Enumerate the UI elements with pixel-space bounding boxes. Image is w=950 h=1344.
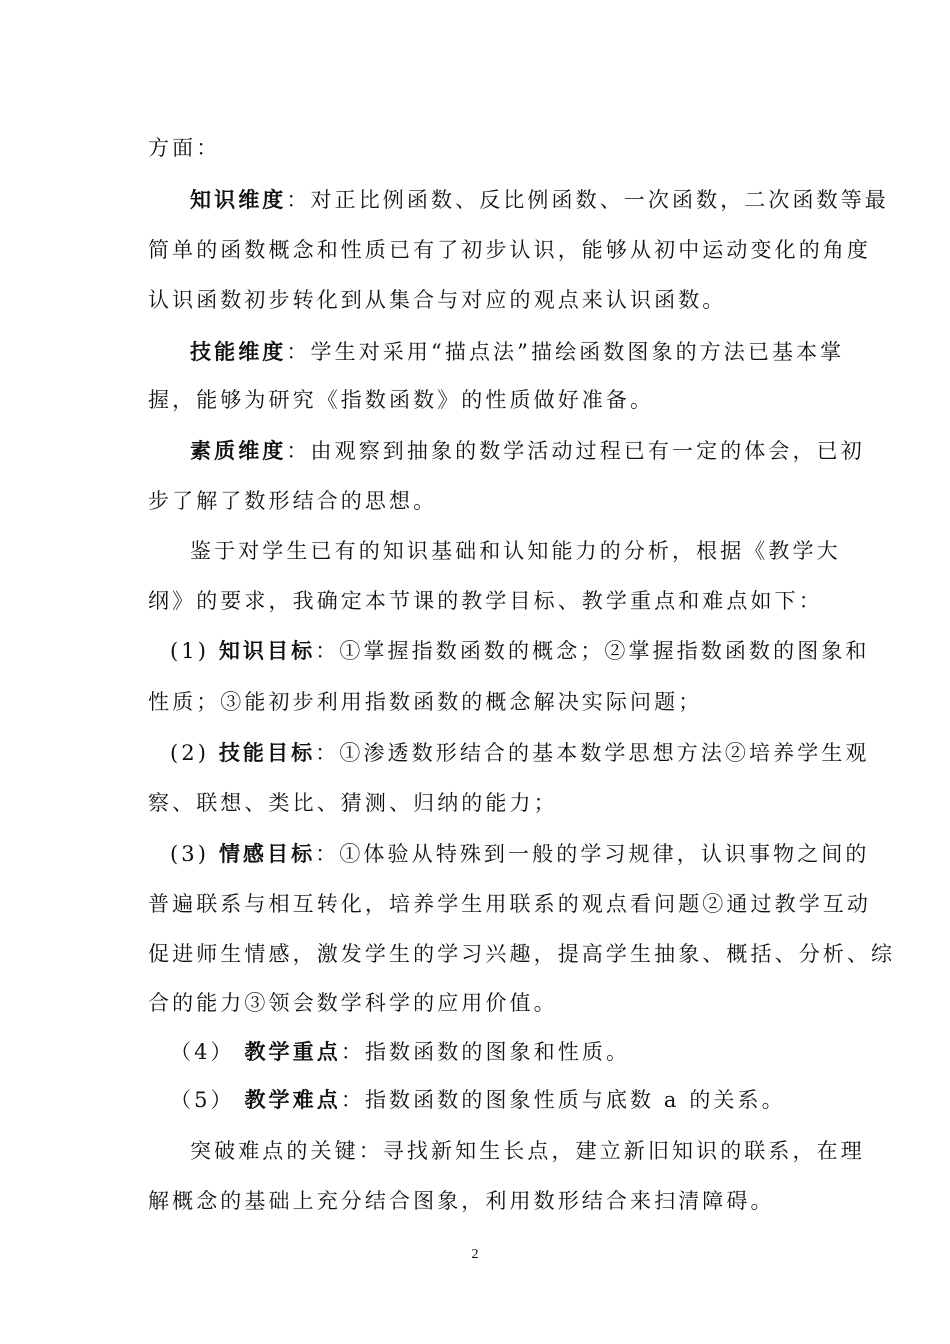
text-line: 纲》的要求，我确定本节课的教学目标、教学重点和难点如下： [148, 589, 823, 613]
text-line: 解概念的基础上充分结合图象，利用数形结合来扫清障碍。 [148, 1189, 775, 1213]
text-line: (3) 情感目标：①体验从特殊到一般的学习规律，认识事物之间的 [170, 841, 870, 866]
text-line: 鉴于对学生已有的知识基础和认知能力的分析，根据《教学大 [190, 539, 841, 563]
heading-label: 知识目标 [218, 638, 316, 663]
text-line: （4） 教学重点：指数函数的图象和性质。 [170, 1039, 631, 1064]
text-line: 方面： [148, 136, 221, 160]
text-line: 握，能够为研究《指数函数》的性质做好准备。 [148, 388, 655, 412]
text-line: 知识维度：对正比例函数、反比例函数、一次函数，二次函数等最 [190, 187, 889, 212]
text-line: 认识函数初步转化到从集合与对应的观点来认识函数。 [148, 288, 727, 312]
text-line: (2) 技能目标：①渗透数形结合的基本数学思想方法②培养学生观 [170, 740, 870, 765]
text-line: 合的能力③领会数学科学的应用价值。 [148, 991, 558, 1015]
text-line: 性质；③能初步利用指数函数的概念解决实际问题； [148, 690, 703, 714]
page-number: 2 [471, 1247, 479, 1262]
text-line: 素质维度：由观察到抽象的数学活动过程已有一定的体会，已初 [190, 438, 865, 463]
text-line: 察、联想、类比、猜测、归纳的能力； [148, 791, 558, 815]
text-line: 技能维度：学生对采用“描点法”描绘函数图象的方法已基本掌 [190, 339, 845, 364]
heading-label: 教学重点 [244, 1039, 341, 1064]
text-line: (1) 知识目标：①掌握指数函数的概念；②掌握指数函数的图象和 [170, 638, 870, 663]
text-line: 步了解了数形结合的思想。 [148, 489, 438, 513]
text-line: 突破难点的关键：寻找新知生长点，建立新旧知识的联系，在理 [190, 1139, 865, 1163]
heading-label: 知识维度 [190, 187, 287, 212]
text-line: 简单的函数概念和性质已有了初步认识，能够从初中运动变化的角度 [148, 238, 871, 262]
heading-label: 技能目标 [218, 740, 316, 765]
heading-label: 教学难点 [244, 1087, 341, 1112]
heading-label: 素质维度 [190, 438, 287, 463]
text-line: （5） 教学难点：指数函数的图象性质与底数 a 的关系。 [170, 1087, 786, 1112]
text-line: 促进师生情感，激发学生的学习兴趣，提高学生抽象、概括、分析、综 [148, 942, 896, 966]
heading-label: 情感目标 [218, 841, 316, 866]
heading-label: 技能维度 [190, 339, 287, 364]
text-line: 普遍联系与相互转化，培养学生用联系的观点看问题②通过教学互动 [148, 892, 871, 916]
